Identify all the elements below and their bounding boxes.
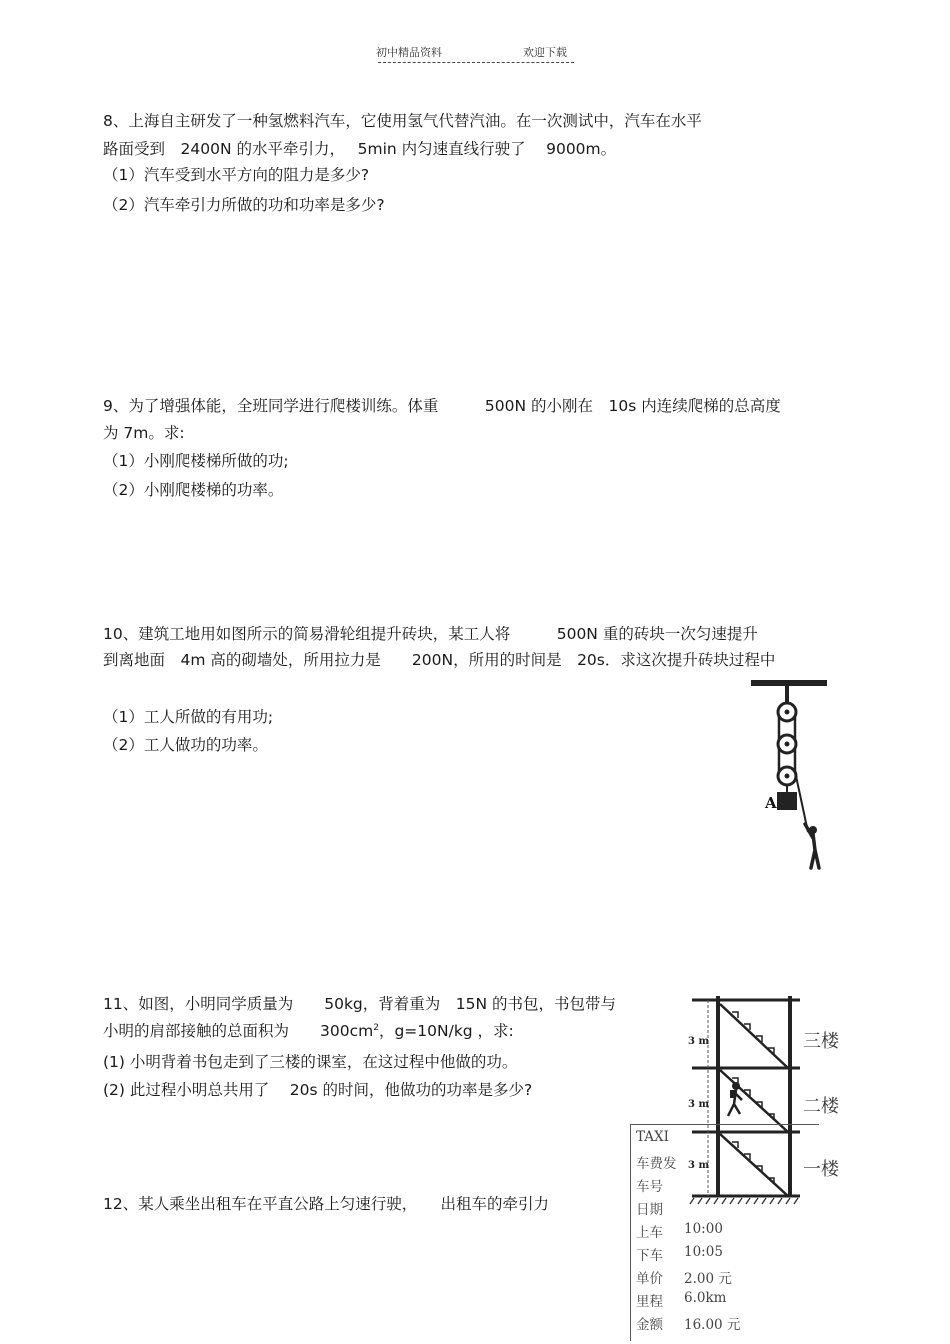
student-figure [732,1082,740,1090]
pulley-figure [745,672,835,872]
q11-line1: 11、如图，小明同学质量为 50kg，背着重为 15N 的书包，书包带与 [103,995,617,1013]
q10-sub1: （1）工人所做的有用功; [103,708,274,726]
floor-label-3: 三楼 [803,1031,839,1052]
ceiling-beam [751,680,827,686]
taxi-row-label: 车号 [636,1179,663,1195]
q10-line2: 到离地面 4m 高的砌墙处，所用拉力是 200N，所用的时间是 20s．求这次提升砖块过程中 [103,651,776,669]
taxi-row-label: 单价 [636,1271,663,1287]
taxi-row-label: 下车 [636,1248,663,1264]
floor-label-2: 二楼 [803,1096,839,1117]
q11-line2: 小明的肩部接触的总面积为 $300cm^2$，g=10N/kg ，求: [103,1022,514,1040]
height-label-2: 3 m [688,1099,710,1110]
q9-sub1: （1）小刚爬楼梯所做的功; [103,452,289,470]
q12-line1: 12、某人乘坐出租车在平直公路上匀速行驶， 出租车的牵引力 [103,1195,549,1213]
q8-sub1: （1）汽车受到水平方向的阻力是多少? [103,166,370,184]
pulley-hanger [785,686,789,702]
q8-line1: 8、上海自主研发了一种氢燃料汽车，它使用氢气代替汽油。在一次测试中，汽车在水平 [103,112,702,130]
header-rule [378,62,574,63]
q8-sub2: （2）汽车牵引力所做的功和功率是多少? [103,196,385,214]
taxi-row-label: 上车 [636,1225,663,1241]
height-label-1: 3 m [688,1160,710,1171]
taxi-row-label: 金额 [636,1317,663,1333]
taxi-row-label: 车费发 [636,1156,677,1172]
taxi-row-label: 里程 [636,1294,663,1310]
q10-line1: 10、建筑工地用如图所示的简易滑轮组提升砖块，某工人将 500N 重的砖块一次匀速提升 [103,625,758,643]
q9-sub2: （2）小刚爬楼梯的功率。 [103,481,284,499]
header-right: 欢迎下载 [523,46,567,59]
q11-sub2: (2) 此过程小明总共用了 20s 的时间，他做功的功率是多少? [103,1081,533,1099]
taxi-row-label: 日期 [636,1202,663,1218]
q9-line2: 为 7m。求: [103,424,185,442]
taxi-row-label: TAXI [636,1129,669,1145]
taxi-row-value: 10:00 [684,1221,723,1237]
floor-label-1: 一楼 [803,1159,839,1180]
q8-line2: 路面受到 2400N 的水平牵引力， 5min 内匀速直线行驶了 9000m。 [103,140,617,158]
taxi-row-value: 6.0km [684,1290,727,1306]
taxi-row-value: 16.00 元 [684,1317,741,1333]
taxi-row-value: 2.00 元 [684,1271,732,1287]
height-label-3: 3 m [688,1036,710,1047]
block-label: A [765,794,777,812]
q10-sub2: （2）工人做功的功率。 [103,736,268,754]
header-left: 初中精品资料 [376,46,442,59]
q11-sub1: (1) 小明背着书包走到了三楼的课室，在这过程中他做的功。 [103,1053,518,1071]
taxi-row-value: 10:05 [684,1244,723,1260]
brick-block [777,792,797,810]
q9-line1: 9、为了增强体能，全班同学进行爬楼训练。体重 500N 的小刚在 10s 内连续爬梯的总高度 [103,397,781,415]
